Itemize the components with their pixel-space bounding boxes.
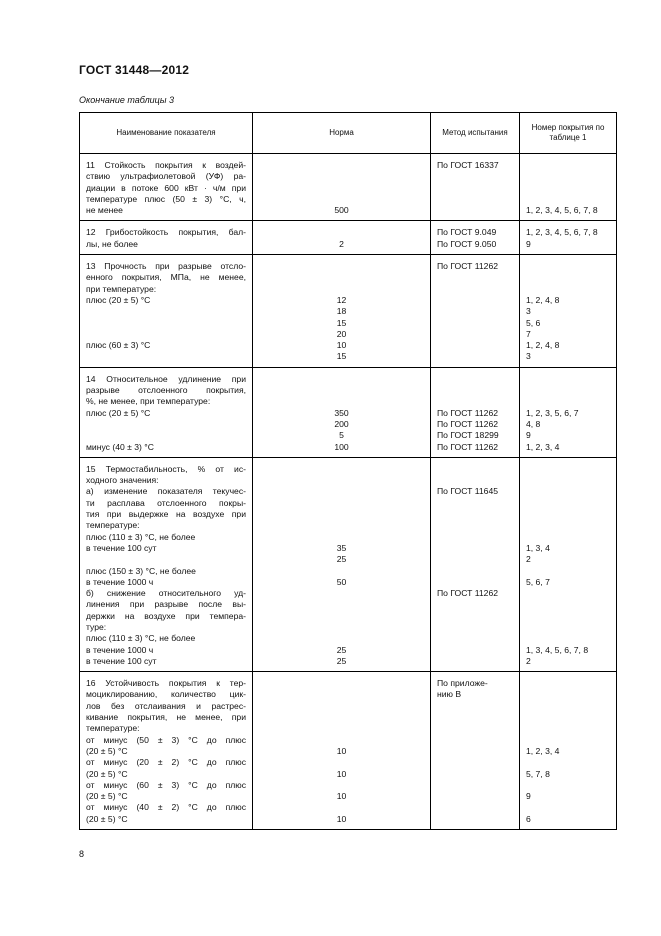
cell-line — [86, 318, 246, 329]
indicators-table — [79, 112, 617, 830]
cell-line: По ГОСТ 9.050 — [437, 238, 497, 249]
cell-line — [253, 701, 430, 712]
cell-line: 1, 2, 4, 8 — [526, 340, 560, 351]
cell-line: 35 — [336, 542, 347, 553]
cell-line: линения при разрыве после вы- — [86, 599, 246, 610]
cell-line: 18 — [336, 306, 347, 317]
cell-line: 1, 2, 4, 8 — [526, 294, 560, 305]
cell-line: ходного значения: — [86, 475, 159, 486]
cell-line — [253, 509, 430, 520]
cell-line — [526, 464, 616, 475]
cell-line: тия при выдержке на воздухе при — [86, 509, 246, 520]
cell-line — [253, 611, 430, 622]
cell-line: 5, 6 — [526, 317, 541, 328]
cell-line: 15 Термостабильность, % от ис- — [86, 463, 246, 474]
cell-line: разрыве отслоенного покрытия, — [86, 385, 246, 396]
cell-line: 16 Устойчивость покрытия к тер- — [86, 678, 246, 689]
cell-line: 10 — [336, 768, 347, 779]
cell-line: ствию ультрафиолетовой (УФ) ра- — [86, 171, 246, 182]
cell-line: в течение 1000 ч — [86, 576, 154, 587]
cell-line: 7 — [526, 328, 531, 339]
method-cell — [431, 255, 520, 368]
norm-cell — [253, 457, 431, 671]
method-cell — [431, 457, 520, 671]
document-header: ГОСТ 31448—2012 — [79, 63, 190, 77]
cell-line: 100 — [334, 441, 349, 452]
cell-line: 9 — [526, 238, 531, 249]
cell-line — [437, 295, 519, 306]
cell-line — [437, 723, 519, 734]
indicator-cell — [80, 154, 253, 221]
cell-line — [253, 735, 430, 746]
cell-line — [253, 566, 430, 577]
cell-line: 5, 6, 7 — [526, 576, 550, 587]
cell-line: 15 — [336, 317, 347, 328]
cell-line: 9 — [526, 791, 531, 802]
cell-line — [437, 306, 519, 317]
cell-line — [253, 689, 430, 700]
cell-line: 1, 2, 3, 4 — [526, 745, 560, 756]
cell-line: 15 — [336, 351, 347, 362]
cell-line — [437, 374, 519, 385]
cell-line — [437, 183, 519, 194]
cell-line — [437, 171, 519, 182]
table-row — [80, 221, 617, 255]
header-norm: Норма — [253, 113, 431, 154]
table-row — [80, 672, 617, 830]
cell-line: 20 — [336, 328, 347, 339]
cell-line — [253, 183, 430, 194]
cell-line — [253, 802, 430, 813]
cell-line — [437, 746, 519, 757]
cell-line: 9 — [526, 430, 531, 441]
cell-line — [437, 712, 519, 723]
cell-line: По ГОСТ 11262 — [437, 441, 499, 452]
cell-line: По ГОСТ 16337 — [437, 160, 499, 170]
cell-line — [253, 464, 430, 475]
cell-line — [253, 160, 430, 171]
cell-line: 1, 2, 3, 4, 5, 6, 7, 8 — [526, 227, 598, 238]
cell-line — [437, 780, 519, 791]
cell-line — [253, 712, 430, 723]
cell-line: минус (40 ± 3) °С — [86, 441, 154, 452]
cell-line — [253, 194, 430, 205]
cell-line — [526, 633, 616, 644]
cell-line: По ГОСТ 9.049 — [437, 227, 497, 238]
cell-line — [526, 532, 616, 543]
cell-line — [526, 272, 616, 283]
cell-line — [86, 430, 246, 441]
cell-line — [526, 475, 616, 486]
cell-line — [437, 194, 519, 205]
cell-line — [437, 284, 519, 295]
cell-line: 5, 7, 8 — [526, 768, 550, 779]
indicator-cell — [80, 221, 253, 255]
method-cell — [431, 367, 520, 457]
cell-line: плюс (60 ± 3) °С — [86, 340, 151, 351]
cell-line — [253, 498, 430, 509]
cell-line: 12 — [336, 294, 347, 305]
cell-line: 13 Прочность при разрыве отсло- — [86, 261, 246, 272]
cell-line — [437, 577, 519, 588]
cell-line: 14 Относительное удлинение при — [86, 373, 246, 384]
table-row — [80, 154, 617, 221]
cell-line — [526, 712, 616, 723]
cell-line: 5 — [339, 430, 344, 441]
cell-line: 1, 3, 4, 5, 6, 7, 8 — [526, 644, 589, 655]
cell-line — [526, 588, 616, 599]
cell-line: 10 — [336, 340, 347, 351]
cell-line — [437, 532, 519, 543]
cell-line: плюс (110 ± 3) °С, не более — [86, 531, 196, 542]
cell-line: 500 — [334, 205, 349, 216]
cell-line — [437, 656, 519, 667]
coating-number-cell — [520, 672, 617, 830]
cell-line: 12 Грибостойкость покрытия, бал- — [86, 227, 246, 238]
cell-line — [526, 678, 616, 689]
cell-line: 1, 2, 3, 4, 5, 6, 7, 8 — [526, 205, 598, 216]
table-row — [80, 457, 617, 671]
cell-line — [253, 385, 430, 396]
table-header-row — [80, 113, 617, 154]
norm-cell — [253, 154, 431, 221]
cell-line: температуре: — [86, 520, 140, 531]
cell-line: плюс (20 ± 5) °С — [86, 294, 151, 305]
cell-line — [437, 520, 519, 531]
cell-line: По приложе- — [437, 678, 488, 689]
cell-line — [253, 757, 430, 768]
cell-line: держки на воздухе при темпера- — [86, 610, 246, 621]
header-coating-number: Номер покрытия по таблице 1 — [520, 113, 617, 154]
cell-line: туре: — [86, 621, 107, 632]
cell-line — [253, 780, 430, 791]
cell-line: лов без отслаивания и растрес- — [86, 700, 246, 711]
cell-line — [526, 385, 616, 396]
cell-line: По ГОСТ 11262 — [437, 588, 499, 599]
cell-line — [437, 340, 519, 351]
cell-line — [526, 509, 616, 520]
method-cell — [431, 221, 520, 255]
cell-line: от минус (40 ± 2) °С до плюс — [86, 802, 246, 813]
indicator-cell — [80, 367, 253, 457]
cell-line — [86, 306, 246, 317]
cell-line: 10 — [336, 813, 347, 824]
cell-line — [526, 183, 616, 194]
cell-line: от минус (20 ± 2) °С до плюс — [86, 757, 246, 768]
cell-line — [253, 622, 430, 633]
cell-line — [526, 780, 616, 791]
cell-line: при температуре: — [86, 283, 157, 294]
cell-line — [437, 385, 519, 396]
cell-line — [526, 486, 616, 497]
cell-line — [526, 622, 616, 633]
cell-line — [437, 498, 519, 509]
cell-line — [86, 419, 246, 430]
cell-line — [437, 205, 519, 216]
cell-line — [526, 194, 616, 205]
cell-line — [437, 599, 519, 610]
cell-line: По ГОСТ 11262 — [437, 418, 499, 429]
cell-line — [253, 678, 430, 689]
table-caption: Окончание таблицы 3 — [79, 95, 174, 105]
norm-cell — [253, 255, 431, 368]
cell-line — [253, 272, 430, 283]
cell-line: не менее — [86, 205, 123, 216]
cell-line: от минус (50 ± 3) °С до плюс — [86, 734, 246, 745]
cell-line — [437, 318, 519, 329]
cell-line — [253, 374, 430, 385]
indicator-cell — [80, 457, 253, 671]
indicator-cell — [80, 255, 253, 368]
cell-line: (20 ± 5) °С — [86, 813, 128, 824]
cell-line — [437, 735, 519, 746]
cell-line: 1, 2, 3, 4 — [526, 441, 560, 452]
norm-cell — [253, 221, 431, 255]
cell-line: 4, 8 — [526, 418, 541, 429]
cell-line: (20 ± 5) °С — [86, 791, 128, 802]
cell-line — [253, 486, 430, 497]
cell-line: от минус (60 ± 3) °С до плюс — [86, 779, 246, 790]
coating-number-cell — [520, 255, 617, 368]
cell-line: б) снижение относительного уд- — [86, 588, 246, 599]
cell-line — [437, 464, 519, 475]
cell-line: а) изменение показателя текучес- — [86, 486, 246, 497]
cell-line: в течение 100 сут — [86, 655, 157, 666]
cell-line: нию В — [437, 689, 462, 700]
cell-line — [437, 791, 519, 802]
cell-line: 25 — [336, 554, 347, 565]
cell-line: 3 — [526, 306, 531, 317]
cell-line: в течение 100 сут — [86, 542, 157, 553]
cell-line — [86, 554, 246, 565]
cell-line: диации в потоке 600 кВт · ч/м при — [86, 182, 246, 193]
cell-line: По ГОСТ 11645 — [437, 486, 499, 497]
cell-line: плюс (150 ± 3) °С, не более — [86, 565, 196, 576]
cell-line — [253, 261, 430, 272]
cell-line — [437, 645, 519, 656]
cell-line — [437, 351, 519, 362]
cell-line: лы, не более — [86, 238, 138, 249]
method-cell — [431, 672, 520, 830]
cell-line: 2 — [339, 238, 344, 249]
cell-line — [526, 374, 616, 385]
cell-line: 11 Стойкость покрытия к воздей- — [86, 160, 246, 170]
coating-number-cell — [520, 367, 617, 457]
cell-line — [253, 284, 430, 295]
table-row — [80, 255, 617, 368]
cell-line — [437, 554, 519, 565]
cell-line — [86, 329, 246, 340]
norm-cell — [253, 367, 431, 457]
cell-line — [253, 723, 430, 734]
cell-line — [526, 701, 616, 712]
cell-line — [526, 261, 616, 272]
cell-line — [526, 160, 616, 171]
cell-line: 1, 2, 3, 5, 6, 7 — [526, 407, 579, 418]
cell-line — [526, 520, 616, 531]
cell-line: 350 — [334, 407, 349, 418]
cell-line — [526, 396, 616, 407]
header-indicator-name: Наименование показателя — [80, 113, 253, 154]
cell-line: 2 — [526, 655, 531, 666]
cell-line — [253, 633, 430, 644]
header-test-method: Метод испытания — [431, 113, 520, 154]
cell-line — [253, 475, 430, 486]
cell-line — [253, 532, 430, 543]
cell-line: температуре плюс (50 ± 3) °С, ч, — [86, 193, 246, 204]
cell-line — [437, 701, 519, 712]
cell-line — [437, 757, 519, 768]
cell-line — [437, 566, 519, 577]
cell-line — [437, 633, 519, 644]
cell-line — [437, 622, 519, 633]
cell-line: 1, 3, 4 — [526, 542, 550, 553]
cell-line — [526, 284, 616, 295]
cell-line — [526, 723, 616, 734]
cell-line: 6 — [526, 813, 531, 824]
cell-line — [437, 272, 519, 283]
cell-line — [437, 802, 519, 813]
cell-line: 3 — [526, 351, 531, 362]
table-row — [80, 367, 617, 457]
cell-line: 50 — [336, 576, 347, 587]
cell-line: енного покрытия, МПа, не менее, — [86, 272, 246, 283]
norm-cell — [253, 672, 431, 830]
cell-line — [253, 599, 430, 610]
cell-line: (20 ± 5) °С — [86, 745, 128, 756]
cell-line: 2 — [526, 554, 531, 565]
cell-line — [437, 475, 519, 486]
cell-line: (20 ± 5) °С — [86, 768, 128, 779]
cell-line — [86, 351, 246, 362]
cell-line: 10 — [336, 791, 347, 802]
cell-line: 200 — [334, 418, 349, 429]
cell-line — [526, 689, 616, 700]
cell-line — [253, 227, 430, 238]
page-number: 8 — [79, 849, 85, 859]
cell-line — [526, 611, 616, 622]
coating-number-cell — [520, 154, 617, 221]
cell-line — [526, 802, 616, 813]
cell-line — [526, 566, 616, 577]
coating-number-cell — [520, 221, 617, 255]
method-cell — [431, 154, 520, 221]
cell-line — [437, 769, 519, 780]
cell-line: По ГОСТ 11262 — [437, 407, 499, 418]
cell-line: По ГОСТ 11262 — [437, 261, 499, 272]
cell-line — [253, 171, 430, 182]
cell-line — [526, 171, 616, 182]
cell-line — [437, 509, 519, 520]
cell-line: ти расплава отслоенного покры- — [86, 497, 246, 508]
cell-line — [253, 520, 430, 531]
cell-line — [437, 396, 519, 407]
cell-line: плюс (110 ± 3) °С, не более — [86, 633, 196, 644]
coating-number-cell — [520, 457, 617, 671]
cell-line: 10 — [336, 745, 347, 756]
cell-line — [526, 599, 616, 610]
cell-line — [437, 543, 519, 554]
cell-line — [253, 396, 430, 407]
cell-line — [437, 329, 519, 340]
cell-line: в течение 1000 ч — [86, 644, 154, 655]
cell-line — [437, 814, 519, 825]
cell-line — [526, 498, 616, 509]
cell-line: температуре: — [86, 723, 140, 734]
cell-line — [253, 588, 430, 599]
cell-line: 25 — [336, 655, 347, 666]
cell-line: 25 — [336, 644, 347, 655]
cell-line: кивание покрытия, не менее, при — [86, 712, 246, 723]
cell-line: моциклированию, количество цик- — [86, 689, 246, 700]
cell-line — [526, 757, 616, 768]
cell-line — [437, 611, 519, 622]
cell-line — [526, 735, 616, 746]
indicator-cell — [80, 672, 253, 830]
cell-line: По ГОСТ 18299 — [437, 430, 499, 441]
cell-line: плюс (20 ± 5) °С — [86, 407, 151, 418]
cell-line: %, не менее, при температуре: — [86, 396, 211, 407]
